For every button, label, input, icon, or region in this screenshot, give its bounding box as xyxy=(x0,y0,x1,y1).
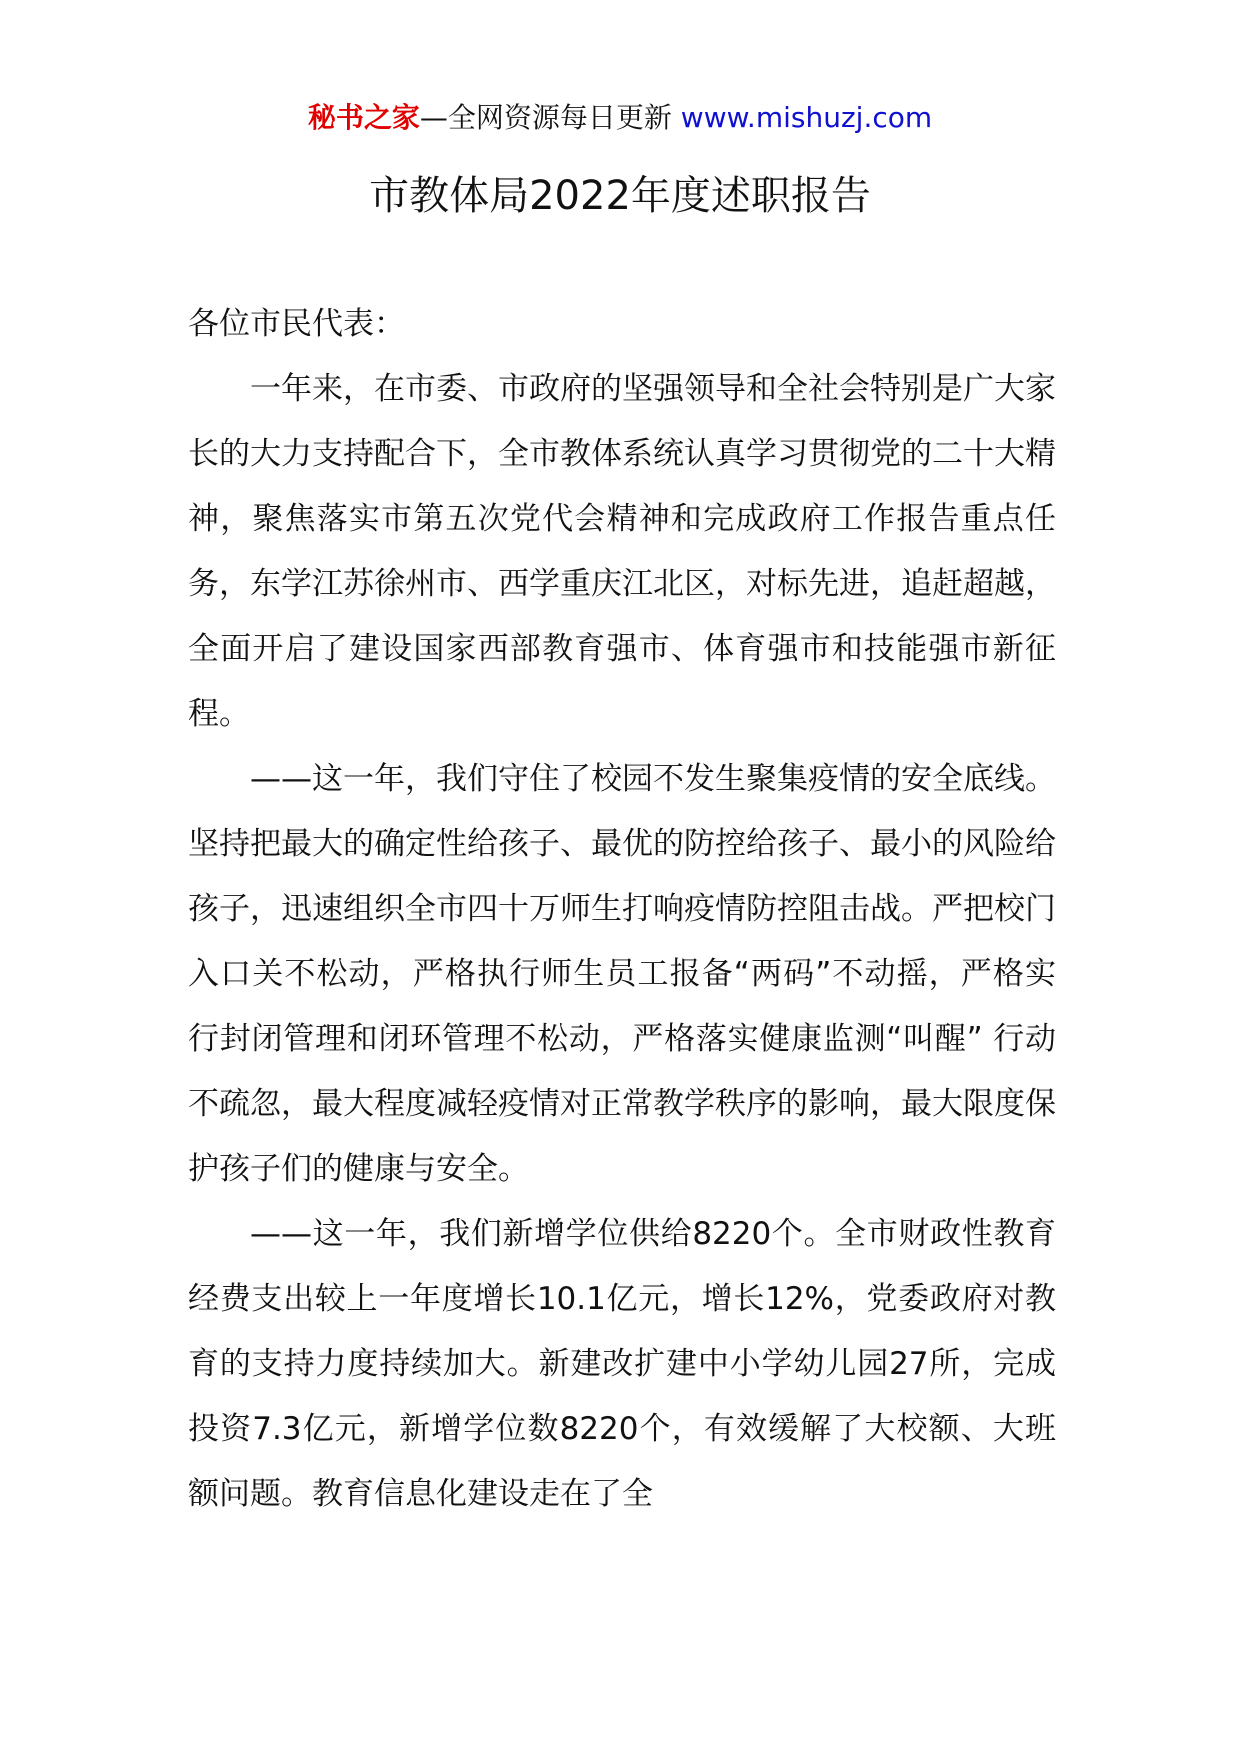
site-tagline: —全网资源每日更新 xyxy=(419,101,672,134)
paragraph-intro: 一年来，在市委、市政府的坚强领导和全社会特别是广大家长的大力支持配合下，全市教体系统认真学习贯彻党的二十大精神，聚焦落实市第五次党代会精神和完成政府工作报告重点任务，东学江苏徐州市、西学重庆江北区，对标先进，追赶超越，全面开启了建设国家西部教育强市、体育强市和技能强市新征程。 xyxy=(188,371,1056,732)
site-banner xyxy=(0,98,1240,138)
document-body xyxy=(188,292,1056,1527)
document-title: 市教体局2022年度述职报告 xyxy=(369,173,871,219)
site-url-link[interactable]: www.mishuzj.com xyxy=(680,101,933,134)
paragraph-epidemic: ——这一年，我们守住了校园不发生聚集疫情的安全底线。坚持把最大的确定性给孩子、最优的防控给孩子、最小的风险给孩子，迅速组织全市四十万师生打响疫情防控阻击战。严把校门入口关不松动，严格执行师生员工报备“两码”不动摇，严格实行封闭管理和闭环管理不松动，严格落实健康监测“叫醒” 行动不疏忽，最大程度减轻疫情对正常教学秩序的影响，最大限度保护孩子们的健康与安全。 xyxy=(188,761,1056,1187)
site-name: 秘书之家 xyxy=(307,101,420,134)
salutation: 各位市民代表： xyxy=(188,306,405,342)
paragraph-school-places: ——这一年，我们新增学位供给8220个。全市财政性教育经费支出较上一年度增长10.1亿元，增长12%，党委政府对教育的支持力度持续加大。新建改扩建中小学幼儿园27所，完成投资7.3亿元，新增学位数8220个，有效缓解了大校额、大班额问题。教育信息化建设走在了全 xyxy=(188,1216,1056,1512)
